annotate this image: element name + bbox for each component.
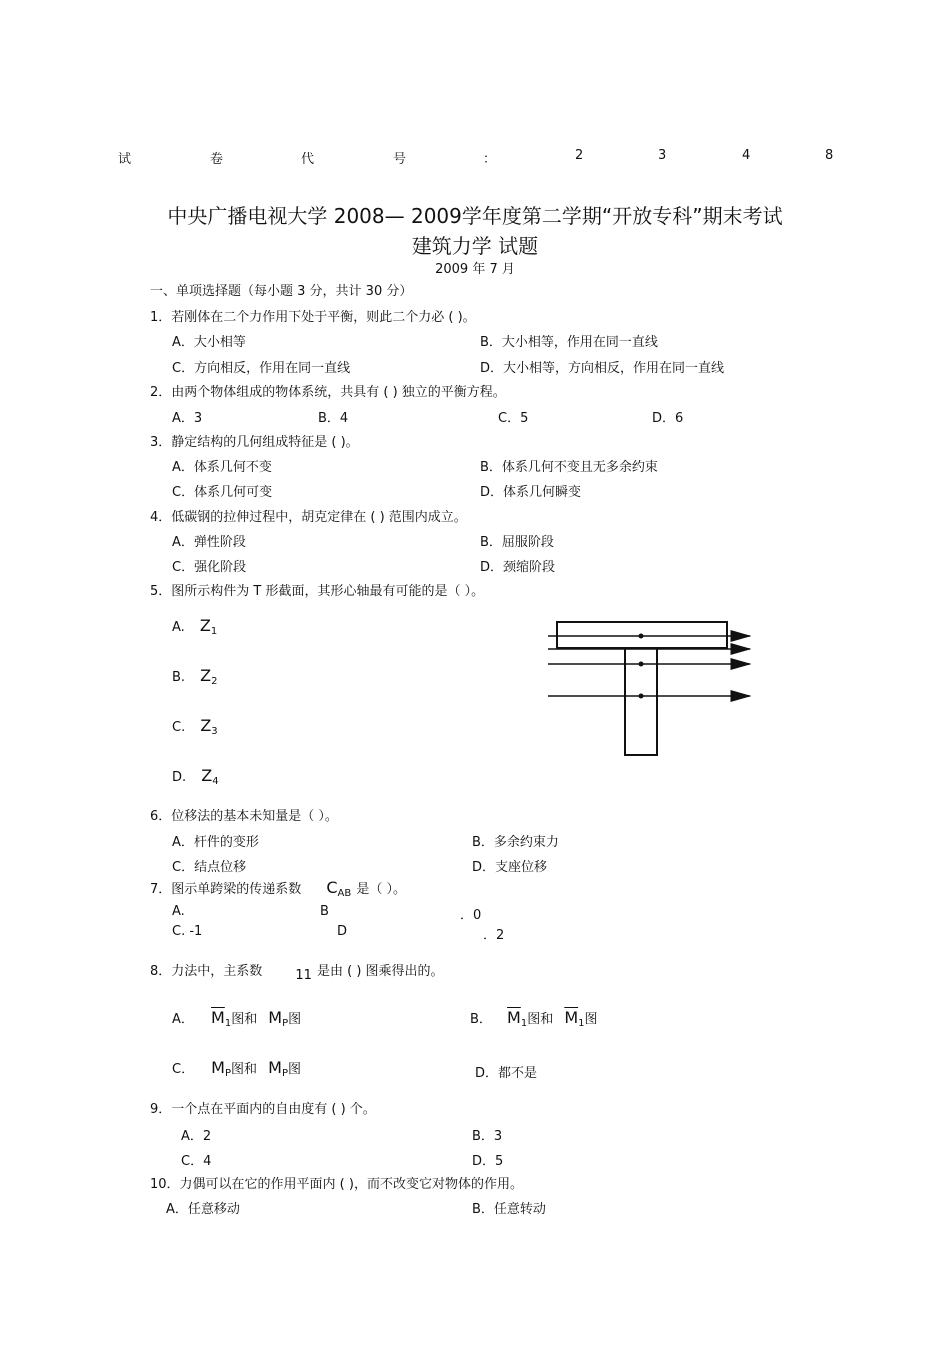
axis-symbol: Z — [201, 766, 213, 785]
code-char: 8 — [825, 148, 834, 163]
connector-text: 图 — [288, 1012, 302, 1027]
moment-subscript: P — [281, 1068, 288, 1079]
moment-subscript: 1 — [520, 1018, 528, 1029]
connector-text: 图和 — [527, 1012, 554, 1027]
question-4-option-c: C．强化阶段 — [172, 560, 247, 575]
question-1-option-d: D．大小相等，方向相反，作用在同一直线 — [480, 361, 725, 376]
t-section-diagram — [540, 612, 760, 762]
question-10-option-a: A．任意移动 — [166, 1202, 240, 1217]
question-2-option-a: A．3 — [172, 411, 203, 426]
code-char: 卷 — [210, 152, 224, 167]
question-7-option-c: C. -1 — [172, 924, 203, 939]
stem-text: 是由 ( ) 图乘得出的。 — [317, 964, 444, 979]
question-8-stem — [150, 960, 444, 983]
code-char: 2 — [575, 148, 584, 163]
question-4-option-a: A．弹性阶段 — [172, 535, 246, 550]
question-7-stem — [150, 878, 406, 899]
section-heading: 一、单项选择题（每小题 3 分，共计 30 分） — [150, 284, 413, 299]
question-5-option-a — [172, 616, 217, 637]
stem-text: 是（ ）。 — [356, 882, 406, 897]
axis-subscript: 3 — [211, 726, 218, 737]
question-9-option-c: C．4 — [181, 1154, 212, 1169]
code-char: 试 — [118, 152, 132, 167]
question-3-option-d: D．体系几何瞬变 — [480, 485, 582, 500]
question-9-stem: 9．一个点在平面内的自由度有 ( ) 个。 — [150, 1102, 376, 1117]
question-6-option-b: B．多余约束力 — [472, 835, 559, 850]
axis-z3-dot — [639, 662, 644, 667]
moment-symbol: M — [268, 1008, 283, 1027]
connector-text: 图和 — [231, 1062, 258, 1077]
moment-symbol: M — [268, 1058, 282, 1077]
option-label: A． — [172, 1012, 194, 1027]
code-char: 号 — [393, 152, 407, 167]
question-10-option-b: B．任意转动 — [472, 1202, 546, 1217]
option-label: C. — [172, 720, 186, 735]
moment-subscript: P — [224, 1068, 232, 1079]
question-1-option-b: B．大小相等，作用在同一直线 — [480, 335, 658, 350]
question-5-stem: 5．图所示构件为 T 形截面，其形心轴最有可能的是（ ）。 — [150, 584, 485, 599]
question-8-option-b — [470, 1008, 598, 1029]
question-9-option-a: A．2 — [181, 1129, 212, 1144]
exam-subject-title: 建筑力学 试题 — [411, 234, 539, 258]
axis-z1-dot — [639, 634, 644, 639]
moment-subscript: 1 — [578, 1018, 585, 1029]
exam-date: 2009 年 7 月 — [435, 262, 515, 277]
question-6-option-d: D．支座位移 — [472, 860, 548, 875]
code-char: 代 — [301, 152, 315, 167]
question-3-option-c: C．体系几何可变 — [172, 485, 273, 500]
question-1-option-a: A．大小相等 — [172, 335, 246, 350]
axis-z4-dot — [639, 694, 644, 699]
question-8-option-c — [172, 1058, 301, 1079]
question-8-option-a — [172, 1008, 301, 1029]
option-label: C． — [172, 1062, 195, 1077]
question-5-option-b — [172, 666, 218, 687]
question-8-option-d: D．都不是 — [475, 1066, 538, 1081]
question-5-option-d — [172, 766, 219, 787]
question-9-option-b: B．3 — [472, 1129, 503, 1144]
moment-subscript: 1 — [224, 1018, 232, 1029]
question-4-option-d: D．颈缩阶段 — [480, 560, 556, 575]
carryover-symbol: C — [326, 878, 338, 897]
question-6-option-c: C．结点位移 — [172, 860, 247, 875]
moment-symbol: $\overline{M}$ — [564, 1008, 579, 1027]
question-6-option-a: A．杆件的变形 — [172, 835, 259, 850]
axis-symbol: Z — [200, 716, 212, 735]
question-4-option-b: B．屈服阶段 — [480, 535, 554, 550]
question-1-stem: 1．若刚体在二个力作用下处于平衡，则此二个力必 ( )。 — [150, 310, 476, 325]
option-label: D. — [172, 770, 187, 785]
code-char: 3 — [658, 148, 667, 163]
question-7-option-d: D — [337, 924, 348, 939]
question-2-option-c: C．5 — [498, 411, 529, 426]
question-2-option-b: B．4 — [318, 411, 349, 426]
stem-text: 7．图示单跨梁的传递系数 — [150, 882, 302, 897]
question-2-stem: 2．由两个物体组成的物体系统，共具有 ( ) 独立的平衡方程。 — [150, 385, 506, 400]
moment-symbol: $\overline{M}$ — [507, 1008, 521, 1027]
option-label: B. — [172, 670, 186, 685]
question-1-option-c: C．方向相反，作用在同一直线 — [172, 361, 351, 376]
question-3-stem: 3．静定结构的几何组成特征是 ( )。 — [150, 435, 359, 450]
question-4-stem: 4．低碳钢的拉伸过程中，胡克定律在 ( ) 范围内成立。 — [150, 510, 467, 525]
connector-text: 图 — [584, 1012, 598, 1027]
axis-symbol: Z — [199, 616, 211, 635]
axis-subscript: 2 — [211, 676, 218, 687]
code-char: 4 — [742, 148, 751, 163]
moment-symbol: $\overline{M}$ — [211, 1008, 225, 1027]
moment-subscript: P — [282, 1018, 289, 1029]
question-7-value-0: ．0 — [460, 908, 482, 923]
option-label: B． — [470, 1012, 492, 1027]
axis-subscript: 1 — [210, 626, 218, 637]
question-10-stem: 10．力偶可以在它的作用平面内 ( )，而不改变它对物体的作用。 — [150, 1177, 523, 1192]
question-2-option-d: D．6 — [652, 411, 684, 426]
option-label: A. — [172, 620, 185, 635]
moment-symbol: M — [211, 1058, 225, 1077]
question-3-option-b: B．体系几何不变且无多余约束 — [480, 460, 658, 475]
exam-title: 中央广播电视大学 2008— 2009学年度第二学期“开放专科”期末考试 — [167, 204, 783, 228]
question-9-option-d: D．5 — [472, 1154, 504, 1169]
question-7-value-2: ．2 — [483, 928, 505, 943]
code-char: ： — [483, 152, 497, 167]
question-3-option-a: A．体系几何不变 — [172, 460, 272, 475]
question-7-option-b: B — [320, 904, 329, 919]
axis-symbol: Z — [200, 666, 212, 685]
connector-text: 图和 — [231, 1012, 258, 1027]
coefficient-subscript: 11 — [295, 968, 312, 983]
axis-subscript: 4 — [212, 776, 219, 787]
question-5-option-c — [172, 716, 218, 737]
connector-text: 图 — [287, 1062, 301, 1077]
question-6-stem: 6．位移法的基本未知量是（ ）。 — [150, 809, 338, 824]
question-7-option-a: A. — [172, 904, 185, 919]
stem-text: 8．力法中，主系数 — [150, 964, 263, 979]
carryover-subscript: AB — [337, 888, 352, 899]
